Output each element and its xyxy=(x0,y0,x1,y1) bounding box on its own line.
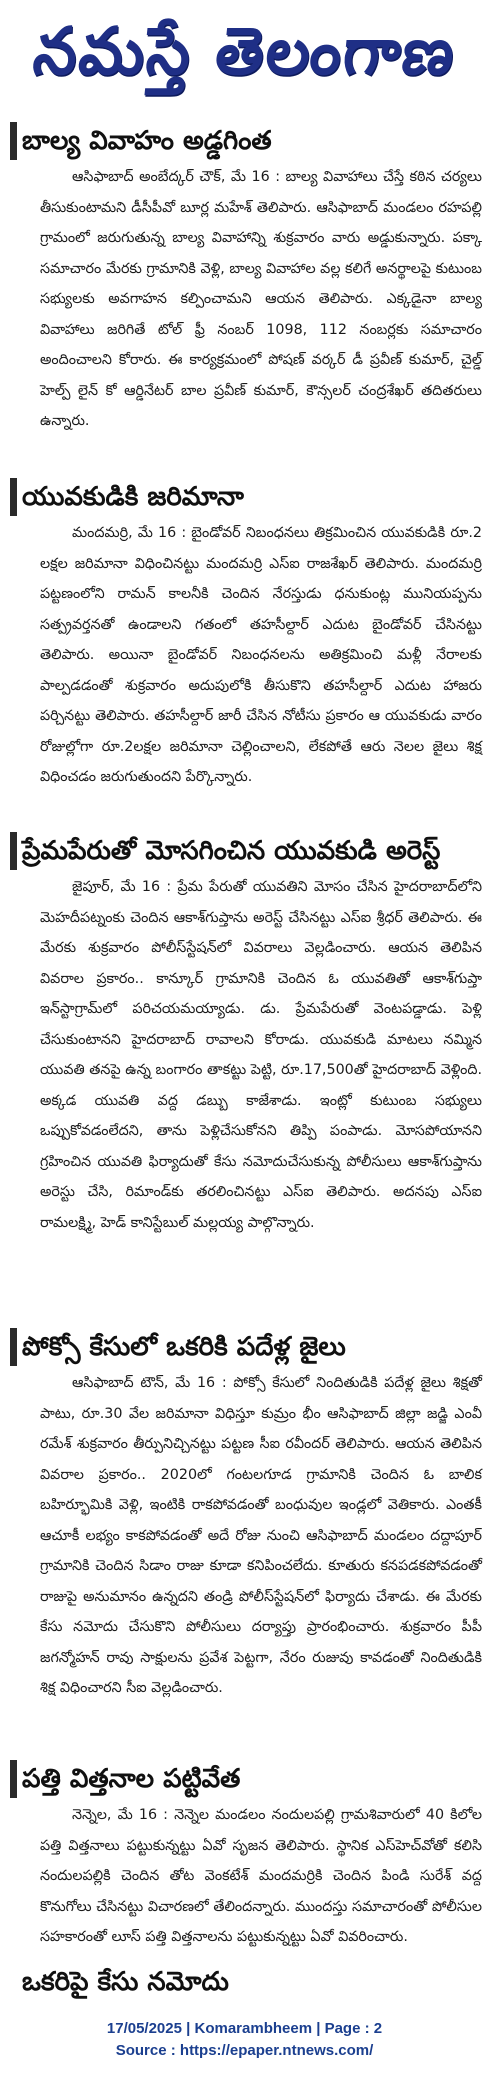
article-child-marriage xyxy=(0,122,489,429)
article-headline: యువకుడికి జరిమానా xyxy=(22,482,244,512)
article-headline: బాల్య వివాహం అడ్డగింత xyxy=(22,126,272,156)
headline-rule xyxy=(10,1760,17,1798)
article-love-fraud-arrest xyxy=(0,832,489,1324)
headline-rule xyxy=(10,478,17,516)
article-youth-fine xyxy=(0,478,489,800)
cropped-next-headline xyxy=(22,1967,482,1997)
headline-rule xyxy=(10,122,17,160)
article-body: జైపూర్, మే 16 : ప్రేమ పేరుతో యువతిని మోసం చేసిన హైదరాబాద్‌లోని మెహదీపట్నంకు చెందిన ఆకాశ్‌గుప్తాను అరెస్ట్ చేసినట్టు ఎస్ఐ శ్రీధర్ తెలిపారు. ఈ మేరకు శుక్రవారం పోలీస్‌స్టేషన్‌లో వివరాలు వెల్లడించారు. ఆయన తెలిపిన వివరాల ప్రకారం.. కాన్కూర్ గ్రామానికి చెందిన ఓ యువతితో ఆకాశ్‌గుప్తా ఇన్‌స్టాగ్రామ్‌లో పరిచయమయ్యాడు. డు. ప్రేమపేరుతో వెంటపడ్డాడు. పెళ్లి చేసుకుంటానని హైదరాబాద్ రావాలని కోరాడు. యువకుడి మాటలు నమ్మిన యువతి తనపై ఉన్న బంగారం తాకట్టు పెట్టి, రూ.17,500తో హైదరాబాద్ వెళ్లింది. అక్కడ యువతి వద్ద డబ్బు కాజేశాడు. ఇంట్లో కుటుంబ సభ్యులు ఒప్పుకోవడంలేదని, తాను పెళ్లిచేసుకోనని తిప్పి పంపాడు. మోసపోయానని గ్రహించిన యువతి ఫిర్యాదుతో కేసు నమోదుచేసుకున్న పోలీసులు ఆకాశ్‌గుప్తాను అరెస్టు చేసి, రిమాండ్‌కు తరలించినట్టు ఎస్ఐ తెలిపారు. అదనపు ఎస్ఐ రామలక్ష్మి, హెడ్ కానిస్టేబుల్ మల్లయ్య పాల్గొన్నారు. xyxy=(40,879,482,1231)
article-headline: ప్రేమపేరుతో మోసగించిన యువకుడి అరెస్ట్ xyxy=(22,836,441,866)
edition-info: 17/05/2025 | Komarambheem | Page : 2 xyxy=(106,2020,383,2037)
source-link: Source : https://epaper.ntnews.com/ xyxy=(115,2042,374,2059)
article-cotton-seeds-seized xyxy=(0,1760,489,1980)
headline-rule xyxy=(10,1328,17,1366)
article-headline: పోక్సో కేసులో ఒకరికి పదేళ్ల జైలు xyxy=(22,1332,346,1362)
next-headline-fragment: ఒకరిపై కేసు నమోదు xyxy=(22,1967,229,1997)
article-body: మందమర్రి, మే 16 : బైండోవర్ నిబంధనలు తిక్రమించిన యువకుడికి రూ.2 లక్షల జరిమానా విధించినట్టు మందమర్రి ఎస్ఐ రాజశేఖర్ తెలిపారు. మందమర్రి పట్టణంలోని రామన్ కాలనీకి చెందిన నేరస్తుడు ధనుకుంట్ల మునియప్పను సత్ప్రవర్తనతో ఉండాలని గతంలో తహసీల్దార్ ఎదుట బైండోవర్ చేసినట్టు తెలిపారు. అయినా బైండోవర్ నిబంధనలను అతిక్రమించి మళ్లీ నేరాలకు పాల్పడడంతో శుక్రవారం అదుపులోకి తీసుకొని తహసీల్దార్ ఎదుట హాజరు పర్చినట్టు తెలిపారు. తహసీల్దార్ జారీ చేసిన నోటీసు ప్రకారం ఆ యువకుడు వారం రోజుల్లోగా రూ.2లక్షల జరిమానా చెల్లించాలని, లేకపోతే ఆరు నెలల జైలు శిక్ష విధించడం జరుగుతుందని పేర్కొన్నారు. xyxy=(40,525,482,785)
article-pocso-case xyxy=(0,1328,489,1802)
newspaper-title: నమస్తే తెలంగాణ xyxy=(30,12,461,90)
page-footer xyxy=(0,2018,489,2088)
masthead xyxy=(0,0,489,118)
article-body: నెన్నెల, మే 16 : నెన్నెల మండలం నందులపల్లి గ్రామశివారులో 40 కిలోల పత్తి విత్తనాలు పట్టుకున్నట్టు ఏవో సృజన తెలిపారు. స్థానిక ఎస్‌హెచ్‌వోతో కలిసి నందులపల్లికి చెందిన తోట వెంకటేశ్ మందమర్రికి చెందిన పిండి సురేశ్ వద్ద కొనుగోలు చేసినట్టు విచారణలో తేలిందన్నారు. ముందస్తు సమాచారంతో పోలీసుల సహకారంతో లూస్ పత్తి విత్తనాలను పట్టుకున్నట్టు ఏవో వివరించారు. xyxy=(40,1807,482,1945)
article-body: ఆసిఫాబాద్ టౌన్, మే 16 : పోక్సో కేసులో నిందితుడికి పదేళ్ల జైలు శిక్షతో పాటు, రూ.30 వేల జరిమానా విధిస్తూ కుమ్రం భీం ఆసిఫాబాద్ జిల్లా జడ్జి ఎంవీ రమేశ్ శుక్రవారం తీర్పునిచ్చినట్టు పట్టణ సీఐ రవీందర్ తెలిపారు. ఆయన తెలిపిన వివరాల ప్రకారం.. 2020లో గంటలగూడ గ్రామానికి చెందిన ఓ బాలిక బహిర్భూమికి వెళ్లి, ఇంటికి రాకపోవడంతో బంధువుల ఇండ్లలో వెతికారు. ఎంతకీ ఆచూకీ లభ్యం కాకపోవడంతో అదే రోజు నుంచి ఆసిఫాబాద్ మండలం దద్దాపూర్ గ్రామానికి చెందిన సిడాం రాజు కూడా కనిపించలేదు. కూతురు కనపడకపోవడంతో రాజుపై అనుమానం ఉన్నదని తండ్రి పోలీస్‌స్టేషన్‌లో ఫిర్యాదు చేశాడు. ఈ మేరకు కేసు నమోదు చేసుకొని పోలీసులు దర్యాప్తు ప్రారంభించారు. శుక్రవారం పీపీ జగన్మోహన్ రావు సాక్షులను ప్రవేశ పెట్టగా, నేరం రుజువు కావడంతో నిందితుడికి శిక్ష విధించారని సీఐ వెల్లడించారు. xyxy=(40,1375,482,1696)
article-body: ఆసిఫాబాద్ అంబేద్కర్ చౌక్, మే 16 : బాల్య వివాహాలు చేస్తే కఠిన చర్యలు తీసుకుంటామని డీసీపీవో బూర్ల మహేశ్ తెలిపారు. ఆసిఫాబాద్ మండలం రహపల్లి గ్రామంలో జరుగుతున్న బాల్య వివాహాన్ని శుక్రవారం వారు అడ్డుకున్నారు. పక్కా సమాచారం మేరకు గ్రామానికి వెళ్లి, బాల్య వివాహాల వల్ల కలిగే అనర్థాలపై కుటుంబ సభ్యులకు అవగాహన కల్పించామని ఆయన తెలిపారు. ఎక్కడైనా బాల్య వివాహాలు జరిగితే టోల్ ఫ్రీ నంబర్ 1098, 112 నంబర్లకు సమాచారం అందించాలని కోరారు. ఈ కార్యక్రమంలో పోషణ్ వర్కర్ డీ ప్రవీణ్ కుమార్, చైల్డ్ హెల్ప్ లైన్ కో ఆర్డినేటర్ బాల ప్రవీణ్ కుమార్, కౌన్సలర్ చంద్రశేఖర్ తదితరులు ఉన్నారు. xyxy=(40,169,482,429)
article-headline: పత్తి విత్తనాల పట్టివేత xyxy=(22,1764,241,1794)
headline-rule xyxy=(10,832,17,870)
